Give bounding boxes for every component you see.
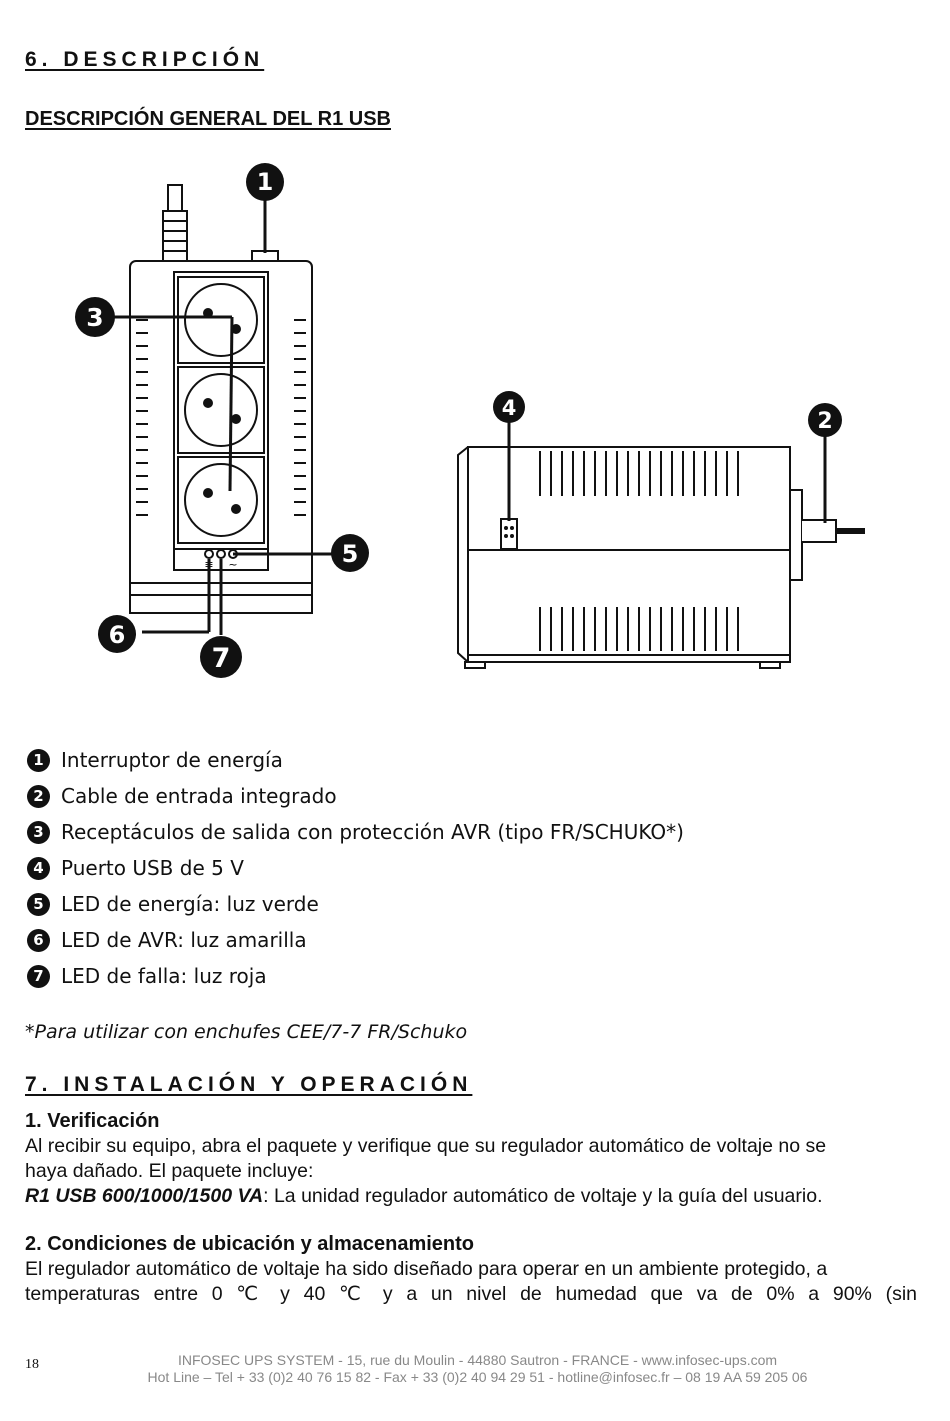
number-badge: 4 [27, 857, 50, 880]
placement-line-1: El regulador automático de voltaje ha sido diseñado para operar en un ambiente protegido, a [25, 1258, 828, 1280]
model-description: : La unidad regulador automático de voltaje y la guía del usuario. [263, 1185, 823, 1207]
svg-text:5: 5 [341, 540, 359, 568]
placement-heading: 2. Condiciones de ubicación y almacenamiento [25, 1233, 475, 1255]
verification-line-2: haya dañado. El paquete incluye: [25, 1160, 314, 1182]
number-badge: 1 [27, 749, 50, 772]
legend-list [27, 742, 684, 994]
avr-led-symbol: ≡ [204, 558, 214, 571]
callout-7 [200, 636, 242, 678]
power-led-symbol: ~ [228, 558, 238, 571]
verification-line-3 [25, 1184, 917, 1209]
legend-item [27, 886, 684, 922]
number-badge: 7 [27, 965, 50, 988]
legend-text: LED de AVR: luz amarilla [61, 928, 307, 952]
verification-line-1: Al recibir su equipo, abra el paquete y verifique que su regulador automático de voltaje no se [25, 1135, 827, 1157]
legend-item [27, 778, 684, 814]
svg-text:6: 6 [108, 621, 126, 649]
verification-heading: 1. Verificación [25, 1110, 160, 1132]
callout-5 [331, 534, 369, 572]
svg-text:1: 1 [256, 168, 274, 196]
number-badge: 2 [27, 785, 50, 808]
callout-3 [75, 297, 115, 337]
svg-text:3: 3 [86, 303, 104, 332]
placement-line-2: temperaturas entre 0 ℃ y 40 ℃ y a un nivel de humedad que va de 0% a 90% (sin [25, 1283, 917, 1305]
number-badge: 5 [27, 893, 50, 916]
number-badge: 3 [27, 821, 50, 844]
legend-text: Receptáculos de salida con protección AVR (tipo FR/SCHUKO*) [61, 820, 684, 844]
legend-item [27, 922, 684, 958]
section-7-title: 7. INSTALACIÓN Y OPERACIÓN [25, 1073, 473, 1096]
svg-text:2: 2 [817, 409, 833, 434]
legend-text: LED de falla: luz roja [61, 964, 267, 988]
legend-text: Interruptor de energía [61, 748, 283, 772]
legend-item [27, 742, 684, 778]
number-badge: 6 [27, 929, 50, 952]
svg-text:7: 7 [211, 643, 231, 674]
footer-line-2: Hot Line – Tel + 33 (0)2 40 76 15 82 - Fax + 33 (0)2 40 94 29 51 - hotline@infosec.fr – 08 19 AA 59 205 06 [147, 1369, 808, 1385]
legend-text: Puerto USB de 5 V [61, 856, 244, 880]
model-name: R1 USB 600/1000/1500 VA [25, 1185, 264, 1207]
callout-1 [246, 163, 284, 201]
page-number: 18 [25, 1357, 39, 1372]
legend-item [27, 814, 684, 850]
legend-text: LED de energía: luz verde [61, 892, 319, 916]
footnote: *Para utilizar con enchufes CEE/7-7 FR/Schuko [25, 1021, 468, 1043]
legend-item [27, 958, 684, 994]
callout-2 [808, 403, 842, 437]
legend-text: Cable de entrada integrado [61, 784, 337, 808]
svg-text:4: 4 [501, 396, 517, 420]
product-diagram [70, 155, 880, 685]
callout-6 [98, 615, 136, 653]
overview-title: DESCRIPCIÓN GENERAL DEL R1 USB [25, 108, 391, 130]
legend-item [27, 850, 684, 886]
callout-4 [493, 391, 525, 423]
section-6-title: 6. DESCRIPCIÓN [25, 48, 265, 71]
footer-line-1: INFOSEC UPS SYSTEM - 15, rue du Moulin - 44880 Sautron - FRANCE - www.infosec-ups.com [177, 1352, 778, 1368]
